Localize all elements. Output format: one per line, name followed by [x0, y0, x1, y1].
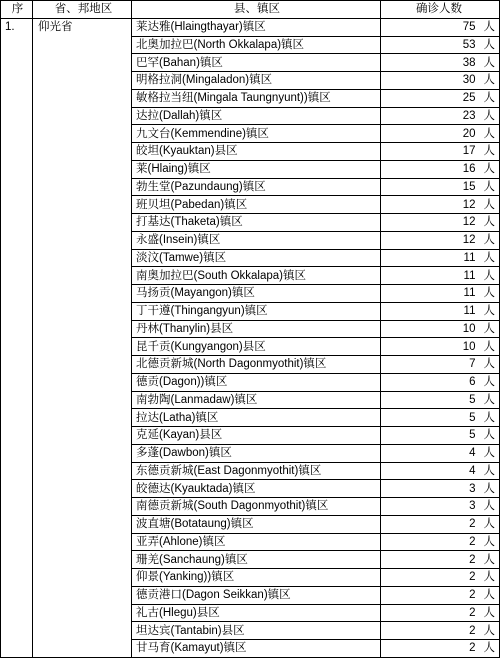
township-name: 达拉(Dallah)镇区 — [132, 107, 381, 125]
case-count-cell — [381, 391, 500, 409]
case-count-cell — [381, 409, 500, 427]
case-count-cell — [381, 178, 500, 196]
case-count: 23 — [462, 109, 476, 122]
case-unit: 人 — [483, 624, 495, 637]
case-count-cell — [381, 356, 500, 374]
case-count-cell — [381, 267, 500, 285]
case-count: 2 — [469, 553, 476, 566]
case-count-cell — [381, 515, 500, 533]
case-count-cell — [381, 533, 500, 551]
township-name: 勃生堂(Pazundaung)镇区 — [132, 178, 381, 196]
case-count-cell — [381, 480, 500, 498]
case-count: 2 — [469, 571, 476, 584]
case-count-cell — [381, 498, 500, 516]
case-unit: 人 — [483, 447, 495, 460]
township-name: 北奥加拉巴(North Okkalapa)镇区 — [132, 36, 381, 54]
township-name: 班贝坦(Pabedan)镇区 — [132, 196, 381, 214]
case-unit: 人 — [483, 411, 495, 424]
table-row — [1, 18, 500, 36]
case-unit: 人 — [483, 74, 495, 87]
case-count: 11 — [463, 305, 476, 318]
case-unit: 人 — [483, 393, 495, 406]
township-name: 九文台(Kemmendine)镇区 — [132, 125, 381, 143]
case-unit: 人 — [483, 21, 495, 34]
township-name: 多蓬(Dawbon)镇区 — [132, 444, 381, 462]
case-count: 75 — [462, 21, 476, 34]
case-unit: 人 — [483, 145, 495, 158]
case-count-cell — [381, 338, 500, 356]
case-count-cell — [381, 107, 500, 125]
township-name: 敏格拉当纽(Mingala Taungnyunt))镇区 — [132, 89, 381, 107]
case-unit: 人 — [483, 56, 495, 69]
case-count: 5 — [469, 429, 476, 442]
header-row — [1, 1, 500, 19]
township-name: 礼古(Hlegu)县区 — [132, 604, 381, 622]
case-unit: 人 — [483, 92, 495, 105]
township-name: 莱(Hlaing)镇区 — [132, 160, 381, 178]
case-unit: 人 — [483, 606, 495, 619]
case-count-cell — [381, 569, 500, 587]
case-count: 6 — [469, 376, 476, 389]
header-cases: 确诊人数 — [381, 1, 500, 19]
header-township: 县、镇区 — [132, 1, 381, 19]
case-unit: 人 — [483, 38, 495, 51]
case-count-cell — [381, 444, 500, 462]
case-unit: 人 — [483, 553, 495, 566]
case-count: 2 — [469, 624, 476, 637]
case-count: 17 — [462, 145, 476, 158]
case-count: 30 — [462, 74, 476, 87]
case-count-cell — [381, 36, 500, 54]
case-count: 2 — [469, 535, 476, 548]
township-name: 东德贡新城(East Dagonmyothit)镇区 — [132, 462, 381, 480]
township-name: 南奥加拉巴(South Okkalapa)镇区 — [132, 267, 381, 285]
case-unit: 人 — [483, 198, 495, 211]
case-count-cell — [381, 640, 500, 658]
case-unit: 人 — [483, 535, 495, 548]
case-count-cell — [381, 214, 500, 232]
case-unit: 人 — [483, 127, 495, 140]
case-unit: 人 — [483, 251, 495, 264]
case-unit: 人 — [483, 518, 495, 531]
township-name: 明格拉洞(Mingaladon)镇区 — [132, 72, 381, 90]
case-unit: 人 — [483, 269, 495, 282]
case-count: 10 — [462, 322, 476, 335]
header-no: 序 — [1, 1, 33, 19]
case-count: 7 — [469, 358, 476, 371]
case-count-cell — [381, 320, 500, 338]
case-count: 5 — [469, 411, 476, 424]
case-count-cell — [381, 586, 500, 604]
township-name: 甘马育(Kamayut)镇区 — [132, 640, 381, 658]
township-name: 波直塘(Botataung)镇区 — [132, 515, 381, 533]
case-count: 53 — [462, 38, 476, 51]
case-count-cell — [381, 125, 500, 143]
case-count: 16 — [462, 163, 476, 176]
row-number: 1. — [1, 18, 33, 657]
case-count: 3 — [469, 500, 476, 513]
case-count: 11 — [463, 269, 476, 282]
case-count: 5 — [469, 393, 476, 406]
case-unit: 人 — [483, 642, 495, 655]
header-state: 省、邦地区 — [33, 1, 132, 19]
township-name: 打基达(Thaketa)镇区 — [132, 214, 381, 232]
township-name: 莱达雅(Hlaingthayar)镇区 — [132, 18, 381, 36]
township-name: 珊羌(Sanchaung)镇区 — [132, 551, 381, 569]
case-count: 10 — [462, 340, 476, 353]
case-unit: 人 — [483, 429, 495, 442]
township-name: 德贡港口(Dagon Seikkan)镇区 — [132, 586, 381, 604]
case-count-cell — [381, 160, 500, 178]
township-name: 永盛(Insein)镇区 — [132, 231, 381, 249]
case-unit: 人 — [483, 234, 495, 247]
township-name: 克延(Kayan)县区 — [132, 427, 381, 445]
case-unit: 人 — [483, 376, 495, 389]
case-unit: 人 — [483, 340, 495, 353]
case-count-cell — [381, 249, 500, 267]
case-count-cell — [381, 551, 500, 569]
case-unit: 人 — [483, 571, 495, 584]
case-count-cell — [381, 462, 500, 480]
case-count-cell — [381, 196, 500, 214]
township-name: 德贡(Dagon))镇区 — [132, 373, 381, 391]
case-count-cell — [381, 143, 500, 161]
case-count-cell — [381, 54, 500, 72]
township-name: 仰景(Yanking))镇区 — [132, 569, 381, 587]
case-count: 11 — [463, 287, 476, 300]
township-name: 皎德达(Kyauktada)镇区 — [132, 480, 381, 498]
township-name: 南德贡新城(South Dagonmyothit)镇区 — [132, 498, 381, 516]
case-count: 12 — [462, 216, 476, 229]
case-count: 15 — [462, 180, 476, 193]
case-count: 25 — [462, 92, 476, 105]
case-count: 12 — [462, 234, 476, 247]
case-count-cell — [381, 373, 500, 391]
township-name: 坦达宾(Tantabin)县区 — [132, 622, 381, 640]
state-name: 仰光省 — [33, 18, 132, 657]
case-count: 3 — [469, 482, 476, 495]
township-name: 拉达(Latha)镇区 — [132, 409, 381, 427]
case-unit: 人 — [483, 464, 495, 477]
township-name: 淡汶(Tamwe)镇区 — [132, 249, 381, 267]
township-name: 皎坦(Kyauktan)县区 — [132, 143, 381, 161]
case-count: 2 — [469, 606, 476, 619]
case-unit: 人 — [483, 163, 495, 176]
case-count: 38 — [462, 56, 476, 69]
case-unit: 人 — [483, 216, 495, 229]
case-count: 2 — [469, 518, 476, 531]
case-unit: 人 — [483, 589, 495, 602]
case-count-cell — [381, 427, 500, 445]
case-count-cell — [381, 302, 500, 320]
township-name: 巴罕(Bahan)镇区 — [132, 54, 381, 72]
case-unit: 人 — [483, 322, 495, 335]
case-unit: 人 — [483, 482, 495, 495]
case-unit: 人 — [483, 287, 495, 300]
township-name: 北德贡新城(North Dagonmyothit)镇区 — [132, 356, 381, 374]
case-count-cell — [381, 72, 500, 90]
case-count-cell — [381, 604, 500, 622]
case-count-cell — [381, 89, 500, 107]
case-count: 12 — [462, 198, 476, 211]
case-count-cell — [381, 18, 500, 36]
township-name: 马扬贡(Mayangon)镇区 — [132, 285, 381, 303]
case-count: 4 — [469, 447, 476, 460]
case-unit: 人 — [483, 180, 495, 193]
township-name: 亚弄(Ahlone)镇区 — [132, 533, 381, 551]
case-count-cell — [381, 285, 500, 303]
township-name: 丁干遵(Thingangyun)镇区 — [132, 302, 381, 320]
township-name: 丹林(Thanylin)县区 — [132, 320, 381, 338]
case-count: 4 — [469, 464, 476, 477]
township-name: 昆千贡(Kungyangon)县区 — [132, 338, 381, 356]
case-count-cell — [381, 231, 500, 249]
case-count: 20 — [462, 127, 476, 140]
case-unit: 人 — [483, 109, 495, 122]
case-count: 2 — [469, 642, 476, 655]
case-count-cell — [381, 622, 500, 640]
case-unit: 人 — [483, 305, 495, 318]
case-count: 2 — [469, 589, 476, 602]
case-unit: 人 — [483, 358, 495, 371]
case-count: 11 — [463, 251, 476, 264]
township-name: 南勃陶(Lanmadaw)镇区 — [132, 391, 381, 409]
case-unit: 人 — [483, 500, 495, 513]
